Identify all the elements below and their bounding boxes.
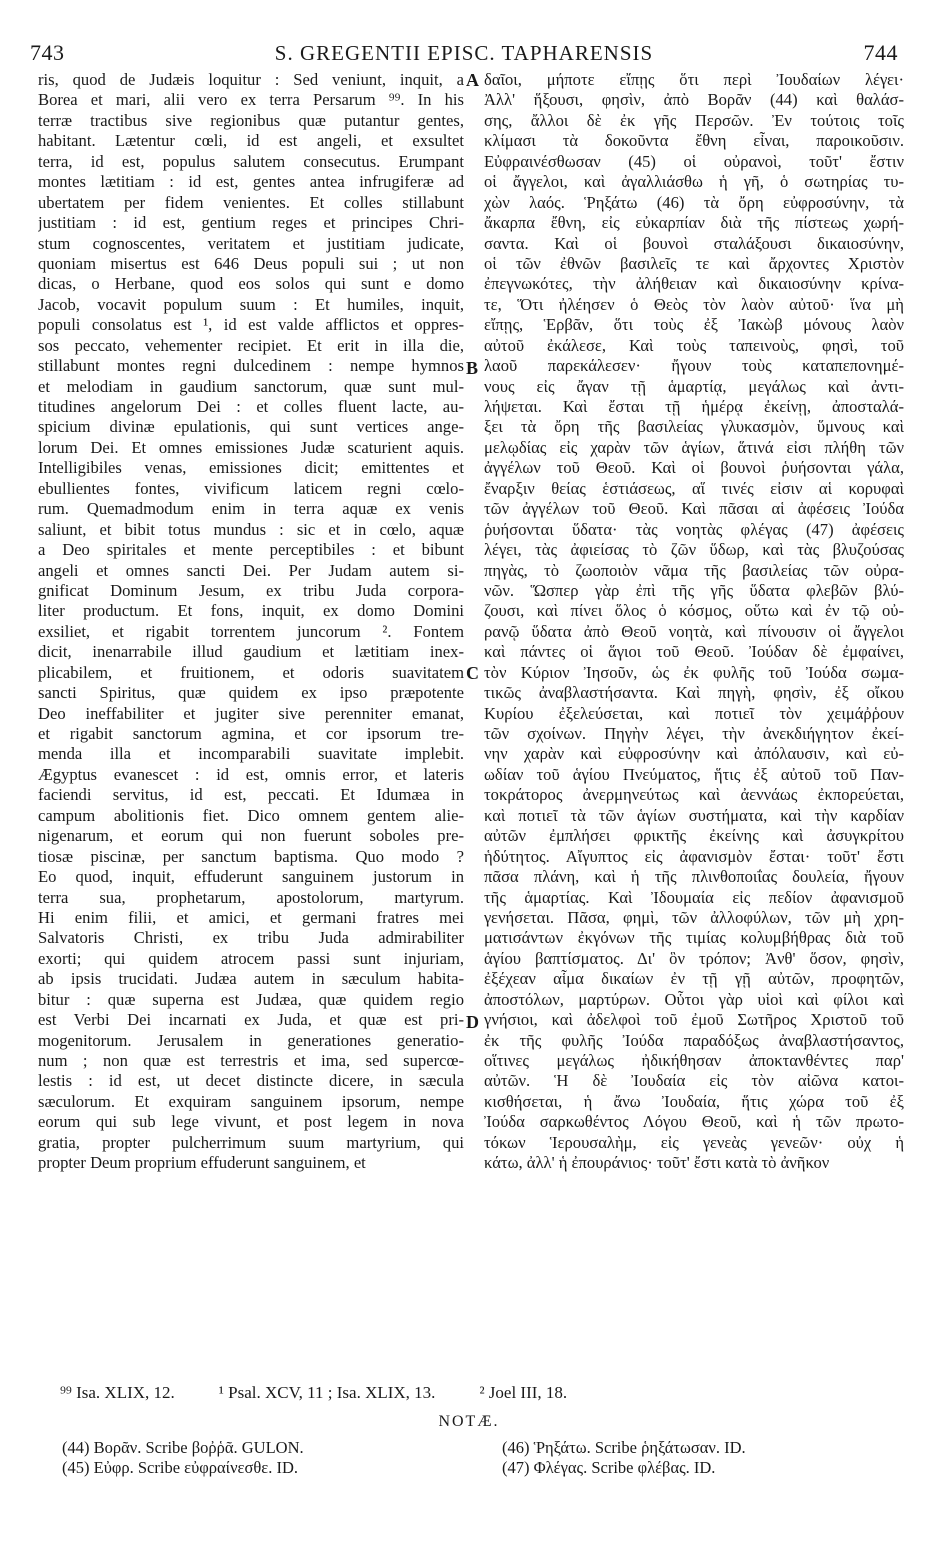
- text-line: mogenitorum. Jerusalem in generationes generatio-: [38, 1030, 464, 1050]
- text-line: ab ipsis trucidati. Judæa autem in sæculum habita-: [38, 969, 464, 989]
- footnote: ¹ Psal. XCV, 11 ; Isa. XLIX, 13.: [218, 1383, 436, 1402]
- text-line: τοκράτορος ἀνερμηνεύτως καὶ ἀεννάως ἐκπορεύεται,: [484, 785, 904, 805]
- note: (44) Βορᾶν. Scribe βοῤῥᾶ. GULON.: [62, 1438, 304, 1457]
- text-line: faciendi servitus, id est, peccati. Et Idumæa in: [38, 785, 464, 805]
- notes-left: [62, 1438, 304, 1478]
- text-line: ἀγγέλων τοῦ Θεοῦ. Καὶ οἱ βουνοὶ ῥυήσονται γάλα,: [484, 458, 904, 478]
- note: (45) Εὐφρ. Scribe εὐφραίνεσθε. ID.: [62, 1458, 298, 1477]
- text-line: terra, id est, populus salutem consecutus. Erumpant: [38, 151, 464, 171]
- text-line: ἁγίου βαπτίσματος. Δι' ὃν τρόπον; Ἀνθ' ὅσον, φησὶν,: [484, 948, 904, 968]
- text-line: sæculorum. Et exquiram sanguinem ipsorum, nempe: [38, 1091, 464, 1111]
- text-line: νους εἰς ἄγαν τῇ ἁμαρτίᾳ, μεγάλως καὶ ἀντι-: [484, 376, 904, 396]
- text-line: spicium divinæ epulationis, qui sunt vertices ange-: [38, 417, 464, 437]
- text-line: Ægyptus evanescet : id est, omnis error, et lateris: [38, 764, 464, 784]
- text-line: γνήσιοι, καὶ ἀδελφοὶ τοῦ ἐμοῦ Σωτῆρος Χριστοῦ τοῦ: [484, 1010, 904, 1030]
- text-line: κλίμασι τὰ δοκοῦντα ἔθνη εἶναι, παροικοῦσιν.: [484, 131, 904, 151]
- text-line: τῶν σχοίνων. Πηγὴν λέγει, τὴν ἀνεκδιήγητον ἐκεί-: [484, 724, 904, 743]
- text-line: ἐκ τῆς φυλῆς Ἰούδα παραδόξως ἀναβλαστήσαντος,: [484, 1030, 904, 1050]
- margin-marker-a: A: [466, 70, 479, 90]
- text-line: dicas, o Herbane, quod eos solos qui sunt e domo: [38, 274, 464, 294]
- text-line: οἵτινες μεγάλως ἠδικήθησαν ἀποκτανθέντες παρ': [484, 1051, 904, 1070]
- text-line: Eo quod, inquit, effuderunt sanguinem justorum in: [38, 867, 464, 887]
- text-line: montes lætitiam : id est, gentes antea infrugiferæ ad: [38, 172, 464, 192]
- text-line: Salvatoris Christi, ex tribu Juda admirabiliter: [38, 928, 464, 948]
- text-line: ἐξέχεαν αἷμα δικαίων ἐν τῇ γῇ αὐτῶν, προφητῶν,: [484, 969, 904, 989]
- text-line: dicit, inenarrabile illud gaudium et lætitiam inex-: [38, 642, 464, 662]
- text-line: ebullientes fontes, vivificum laticem regni cœlo-: [38, 478, 464, 498]
- text-line: αὐτῶν. Ἡ δὲ Ἰουδαία εἰς τὸν αἰῶνα κατοι-: [484, 1071, 904, 1091]
- text-line: οἱ τῶν ἐθνῶν βασιλεῖς τε καὶ ἄρχοντες Χριστὸν: [484, 253, 904, 273]
- text-line: propter Deum proprium effuderunt sanguinem, et: [38, 1153, 366, 1173]
- margin-marker-c: C: [466, 663, 479, 683]
- text-line: αὐτοῦ ἐκάλεσε, Καὶ τοὺς ταπεινοὺς, φησὶ, τοῦ: [484, 335, 904, 355]
- text-line: εἴπῃς, Ἑρβᾶν, ὅτι τοὺς ἐξ Ἰακὼβ μόνους λαὸν: [484, 315, 904, 335]
- text-line: τῆς ἁμαρτίας. Καὶ Ἰδουμαία εἰς πεδίον ἀφανισμοῦ: [484, 887, 904, 907]
- text-line: νῶν. Ὥσπερ γὰρ ἐπὶ τῆς γῆς ὕδατα φλεβῶν βλύ-: [484, 580, 904, 600]
- text-line: δαῖοι, μήποτε εἴπῃς ὅτι περὶ Ἰουδαίων λέγει·: [484, 70, 904, 89]
- text-line: ρανῷ ὕδατα ἀπὸ Θεοῦ νοητὰ, καὶ πίνουσιν οἱ ἄγγελοι: [484, 621, 904, 641]
- text-line: ἐπεγνωκότες, τὴν ἀλήθειαν καὶ δικαιοσύνην κρίνα-: [484, 274, 904, 294]
- text-line: ῥυήσονται ὕδατα· τὰς νοητὰς φλέγας (47) ἀφέσεις: [484, 519, 904, 539]
- text-line: λέγει, τὰς ἀφιείσας τὸ ζῶν ὕδωρ, καὶ τὰς βλυζούσας: [484, 540, 904, 560]
- text-line: et rigabit sanctorum agmina, et cor ipsorum tre-: [38, 724, 464, 743]
- text-line: ἄκαρπα ἔθνη, εἰς εὐκαρπίαν διὰ τῆς πίστεως χωρή-: [484, 213, 904, 233]
- text-line: τικῶς ἀναβλαστήσαντα. Καὶ πηγὴ, φησὶν, ἐξ οἴκου: [484, 683, 904, 703]
- text-line: et melodiam in gaudium sanctorum, quæ sunt mul-: [38, 376, 464, 396]
- text-line: χὼν λαός. Ῥηξάτω (46) τὰ ὄρη εὐφροσύνην, τὰ: [484, 192, 904, 212]
- text-line: ubertatem per fidem venientes. Et colles stillabunt: [38, 192, 464, 212]
- text-line: habitant. Lætentur cœli, id est angeli, et exsultet: [38, 131, 464, 151]
- text-line: gratia, propter pulcherrimum suum martyrium, qui: [38, 1132, 464, 1152]
- text-line: τῶν ἀγγέλων τοῦ Θεοῦ. Καὶ πᾶσαι αἱ ἀφέσεις Ἰούδα: [484, 499, 904, 519]
- left-page-number: 743: [30, 40, 65, 65]
- scripture-footnotes: [60, 1383, 898, 1403]
- text-line: ξει τὰ ὄρη τῆς βασιλείας γλυκασμὸν, ὕμνους καὶ: [484, 417, 904, 437]
- text-line: ris, quod de Judæis loquitur : Sed veniunt, inquit, a: [38, 70, 464, 89]
- text-line: stum cognoscentes, veritatem et justitiam judicate,: [38, 233, 464, 253]
- text-line: Borea et mari, alii vero ex terra Persarum ⁹⁹. In his: [38, 90, 464, 110]
- greek-column: [484, 70, 904, 1174]
- text-line: campum abolitionis fiet. Dico omnem gentem alie-: [38, 805, 464, 825]
- text-line: κάτω, ἀλλ' ἡ ἐπουράνιος· τοῦτ' ἔστι κατὰ τὸ ἀνῆκον: [484, 1153, 830, 1173]
- text-line: exorti; qui quidem atrocem passi sunt injuriam,: [38, 948, 464, 968]
- notes-right: [502, 1438, 746, 1478]
- text-line: rum. Quemadmodum enim in terra aquæ ex venis: [38, 499, 464, 519]
- text-line: Hi enim filii, et amici, et germani fratres mei: [38, 907, 464, 927]
- text-line: ματισάντων ἐκγόνων τῆς τιμίας κολυμβήθρας διὰ τοῦ: [484, 928, 904, 948]
- text-line: Jacob, vocavit populum suum : Et humiles, inquit,: [38, 294, 464, 314]
- text-line: saliunt, et bibit totus mundus : sic et in cœlo, aquæ: [38, 519, 464, 539]
- text-line: μελῳδίας εἰς χαρὰν τῶν ἁγίων, ἅτινά εἰσι πλήθη τῶν: [484, 437, 904, 457]
- text-line: λήψεται. Καὶ ἔσται τῇ ἡμέρᾳ ἐκείνῃ, ἀποσταλά-: [484, 397, 904, 416]
- text-line: a Deo spiritales et mente perceptibiles : et bibunt: [38, 540, 464, 560]
- text-line: terra sua, prophetarum, apostolorum, martyrum.: [38, 887, 464, 907]
- margin-marker-d: D: [466, 1012, 479, 1032]
- text-line: ἀποστόλων, μαρτύρων. Οὗτοι γὰρ υἱοὶ καὶ φίλοι καὶ: [484, 989, 904, 1009]
- text-line: terræ tractibus sive regionibus quæ putantur gentes,: [38, 110, 464, 130]
- right-page-number: 744: [863, 40, 898, 65]
- text-line: τὸν Κύριον Ἰησοῦν, ὡς ἐκ φυλῆς τοῦ Ἰούδα σωμα-: [484, 662, 904, 682]
- text-line: κισθήσεται, ἡ ἄνω Ἰουδαία, ἥτις χώρα τοῦ ἐξ: [484, 1091, 904, 1111]
- text-line: num ; non quæ est terrestris et ima, sed supercœ-: [38, 1051, 464, 1070]
- text-line: liter productum. Et fons, inquit, ex domo Domini: [38, 601, 464, 621]
- text-line: Ἰούδα σαρκωθέντος Λόγου Θεοῦ, καὶ ἡ τῶν πρωτο-: [484, 1112, 904, 1132]
- text-line: ἔναρξιν θείας ἑστιάσεως, αἵ τινές εἰσιν αἱ κορυφαὶ: [484, 478, 904, 498]
- text-line: menda illa et incomparabili suavitate implebit.: [38, 744, 464, 764]
- text-line: Εὐφραινέσθωσαν (45) οἱ οὐρανοὶ, τοῦτ' ἔστιν: [484, 151, 904, 171]
- text-line: justitiam : id est, gentium reges et principes Chri-: [38, 213, 464, 233]
- text-line: Deo ineffabiliter et jugiter sive perenniter emanat,: [38, 703, 464, 723]
- text-line: populi consolatus est ¹, id est valde afflictos et oppres-: [38, 315, 464, 335]
- text-line: οἱ ἄγγελοι, καὶ ἀγαλλιάσθω ἡ γῆ, ὁ σωτηρίας τυ-: [484, 172, 904, 192]
- margin-marker-b: B: [466, 358, 479, 378]
- text-line: Κυρίου ἐξελεύσεται, καὶ ποτιεῖ τὸν χειμάῤῥουν: [484, 703, 904, 723]
- text-line: est Verbi Dei incarnati ex Juda, et quæ est pri-: [38, 1010, 464, 1030]
- text-line: sancti Spiritus, quæ quidem ex ipso præpotente: [38, 683, 464, 703]
- text-line: πηγὰς, τὸ ζωοποιὸν νᾶμα τῆς βασιλείας τῶν οὐρα-: [484, 560, 904, 580]
- text-line: stillabunt montes regni dulcedinem : nempe hymnos: [38, 356, 464, 376]
- text-line: σης, ἄλλοι δὲ ἐκ γῆς Περσῶν. Ἐν τούτοις τοῖς: [484, 110, 904, 130]
- text-line: ζουσι, καὶ πίνει ὅλος ὁ κόσμος, οὕτω καὶ ἐν τῷ οὐ-: [484, 601, 904, 621]
- text-line: lestis : id est, ut decet distincte dicere, in sæcula: [38, 1071, 464, 1091]
- text-line: plicabilem, et fruitionem, et odoris suavitatem: [38, 662, 464, 682]
- text-line: καὶ ποτιεῖ τὰ τῶν ἁγίων συστήματα, καὶ τὴν καρδίαν: [484, 805, 904, 825]
- footnote: ² Joel III, 18.: [479, 1383, 568, 1402]
- text-line: γενήσεται. Πᾶσα, φημὶ, τῶν ἀλλοφύλων, τῶν μὴ χρη-: [484, 907, 904, 927]
- text-line: sos peccato, vehementer recipiet. Et erit in illa die,: [38, 335, 464, 355]
- footnote: ⁹⁹ Isa. XLIX, 12.: [60, 1383, 175, 1402]
- notae-heading: NOTÆ.: [438, 1413, 500, 1430]
- running-title: S. GREGENTII EPISC. TAPHARENSIS: [274, 41, 654, 65]
- text-line: σαντα. Καὶ οἱ βουνοὶ σταλάξουσι δικαιοσύνην,: [484, 233, 904, 253]
- note: (47) Φλέγας. Scribe φλέβας. ID.: [502, 1458, 716, 1477]
- text-line: Intelligibiles venas, emissiones dicit; emittentes et: [38, 458, 464, 478]
- text-line: nigenarum, et eorum qui non fuerunt soboles pre-: [38, 826, 464, 846]
- text-line: νην χαρὰν καὶ εὐφροσύνην καὶ ἀπόλαυσιν, καὶ εὐ-: [484, 744, 904, 764]
- text-line: titudines angelorum Dei : et colles fluent lacte, au-: [38, 397, 464, 416]
- text-line: ωδίαν τοῦ ἁγίου Πνεύματος, ἥτις ἐξ αὐτοῦ τοῦ Παν-: [484, 764, 904, 784]
- text-line: bitur : quæ superna est Judæa, quæ quidem regio: [38, 989, 464, 1009]
- text-line: angeli et omnes sancti Dei. Per Judam autem si-: [38, 560, 464, 580]
- text-line: exsiliet, et rigabit torrentem juncorum ². Fontem: [38, 621, 464, 641]
- text-line: Ἀλλ' ἥξουσι, φησὶν, ἀπὸ Βορᾶν (44) καὶ θαλάσ-: [484, 90, 904, 110]
- text-line: λαοῦ παρεκάλεσεν· ἤγουν τοὺς καταπεπονημέ-: [484, 356, 904, 376]
- text-line: τε, Ὅτι ἠλέησεν ὁ Θεὸς τὸν λαὸν αὐτοῦ· ἵνα μὴ: [484, 294, 904, 314]
- text-line: lorum Dei. Et omnes emissiones Judæ scaturient aquis.: [38, 437, 464, 457]
- text-line: gnificat Dominum Jesum, ex tribu Juda corpora-: [38, 580, 464, 600]
- text-line: quoniam misertus est 646 Deus populi sui ; ut non: [38, 253, 464, 273]
- text-line: ἡδύτητος. Αἴγυπτος εἰς ἀφανισμὸν ἔσται· τοῦτ' ἔστι: [484, 846, 904, 866]
- running-header: [30, 40, 898, 66]
- note: (46) Ῥηξάτω. Scribe ῥηξάτωσαν. ID.: [502, 1438, 746, 1457]
- text-line: eorum qui sub lege vivunt, et post legem in nova: [38, 1112, 464, 1132]
- text-line: αὐτῶν ἐμπλήσει φρικτῆς ἐκείνης καὶ ἀσυγκρίτου: [484, 826, 904, 846]
- text-line: τόκων Ἱερουσαλὴμ, εἰς γενεὰς γενεῶν· οὐχ ἡ: [484, 1132, 904, 1152]
- text-line: tiosæ piscinæ, per sanctum baptisma. Quo modo ?: [38, 846, 464, 866]
- latin-column: [38, 70, 464, 1174]
- text-line: καὶ πάντες οἱ ἅγιοι τοῦ Θεοῦ. Ἰούδαν δὲ ἐμφαίνει,: [484, 642, 904, 662]
- text-line: πᾶσα πλάνη, καὶ ἡ τῆς πλινθοποιΐας δουλεία, ἤγουν: [484, 867, 904, 887]
